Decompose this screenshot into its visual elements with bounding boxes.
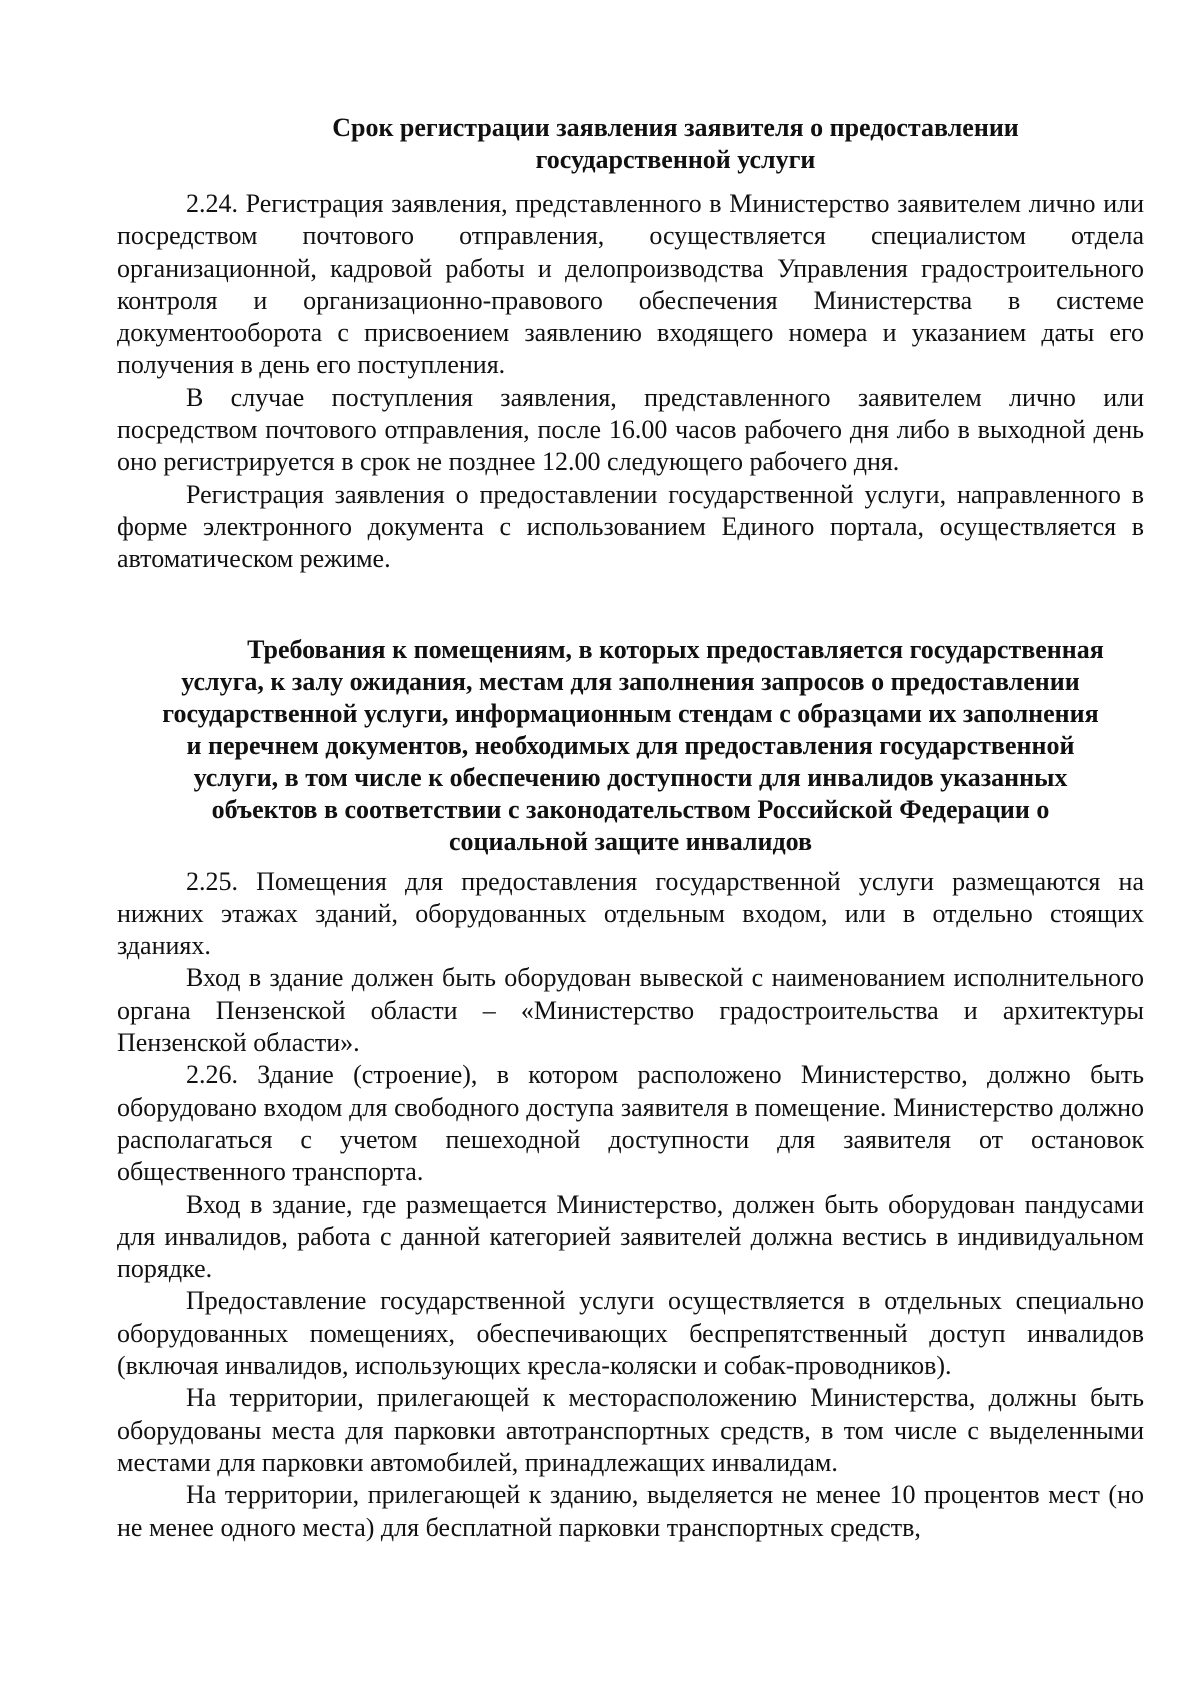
heading-line: Срок регистрации заявления заявителя о предоставлении (332, 113, 1019, 142)
heading-line: услуга, к залу ожидания, местам для заполнения запросов о предоставлении (181, 666, 1080, 696)
paragraph: Предоставление государственной услуги осуществляется в отдельных специально оборудованных помещениях, обеспечивающих беспрепятственный доступ инвалидов (включая инвалидов, использующих кресла-коляски и собак-проводников). (117, 1286, 1144, 1381)
paragraph: Вход в здание, где размещается Министерство, должен быть оборудован пандусами для инвалидов, работа с данной категорией заявителей должна вестись в индивидуальном порядке. (117, 1189, 1144, 1284)
heading-line: Требования к помещениям, в которых предоставляется государственная (247, 634, 1104, 664)
heading-line: услуги, в том числе к обеспечению доступности для инвалидов указанных (193, 762, 1068, 792)
document-page (117, 112, 1144, 1544)
paragraph-2-24: 2.24. Регистрация заявления, представленного в Министерство заявителем лично или посредством почтового отправления, осуществляется специалистом отдела организационной, кадровой работы и делопроизводства Управления градостроительного контроля и организационно-правового обеспечения Министерства в системе документооборота с присвоением заявлению входящего номера и указанием даты его получения в день его поступления. (117, 189, 1144, 380)
paragraph: Вход в здание должен быть оборудован вывеской с наименованием исполнительного органа Пензенской области – «Министерство градостроительства и архитектуры Пензенской области». (117, 963, 1144, 1058)
paragraph: В случае поступления заявления, представленного заявителем лично или посредством почтового отправления, после 16.00 часов рабочего дня либо в выходной день оно регистрируется в срок не позднее 12.00 следующего рабочего дня. (117, 382, 1144, 477)
heading-line: государственной услуги (535, 145, 816, 174)
paragraph-2-26: 2.26. Здание (строение), в котором расположено Министерство, должно быть оборудовано входом для свободного доступа заявителя в помещение. Министерство должно располагаться с учетом пешеходной доступности для заявителя от остановок общественного транспорта. (117, 1060, 1144, 1187)
heading-line: государственной услуги, информационным стендам с образцами их заполнения (162, 698, 1099, 728)
heading-line: объектов в соответствии с законодательством Российской Федерации о (211, 794, 1050, 824)
section-heading-premises-requirements (117, 634, 1144, 858)
paragraph: Регистрация заявления о предоставлении государственной услуги, направленного в форме электронного документа с использованием Единого портала, осуществляется в автоматическом режиме. (117, 479, 1144, 574)
paragraph: На территории, прилегающей к месторасположению Министерства, должны быть оборудованы места для парковки автотранспортных средств, в том числе с выделенными местами для парковки автомобилей, принадлежащих инвалидам. (117, 1383, 1144, 1477)
paragraph: На территории, прилегающей к зданию, выделяется не менее 10 процентов мест (но не менее одного места) для бесплатной парковки транспортных средств, (117, 1480, 1144, 1542)
heading-line: и перечнем документов, необходимых для предоставления государственной (186, 730, 1075, 760)
section-heading-registration (117, 112, 1144, 176)
heading-line: социальной защите инвалидов (448, 826, 813, 856)
paragraph-2-25: 2.25. Помещения для предоставления государственной услуги размещаются на нижних этажах зданий, оборудованных отдельным входом, или в отдельно стоящих зданиях. (117, 866, 1144, 961)
